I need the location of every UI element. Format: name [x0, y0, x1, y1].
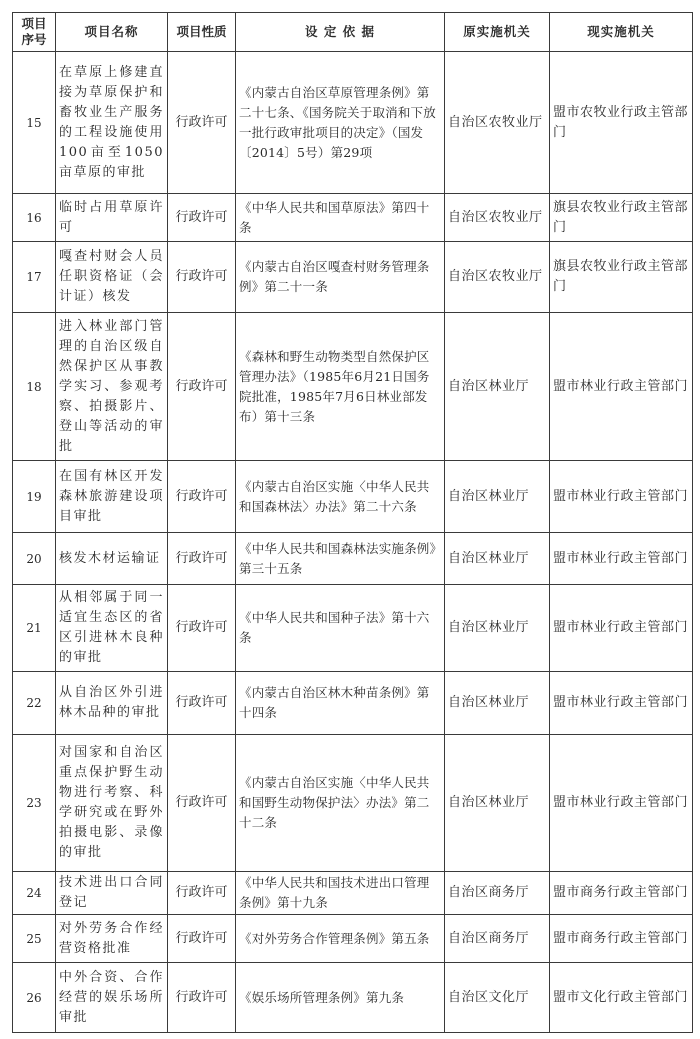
table-row [13, 735, 693, 872]
original-authority: 自治区商务厅 [445, 872, 550, 915]
item-nature: 行政许可 [168, 52, 236, 194]
item-number: 16 [13, 194, 56, 242]
table-row [13, 672, 693, 735]
item-nature: 行政许可 [168, 585, 236, 672]
item-nature: 行政许可 [168, 242, 236, 313]
original-authority: 自治区商务厅 [445, 915, 550, 963]
current-authority: 盟市商务行政主管部门 [550, 872, 693, 915]
current-authority: 盟市林业行政主管部门 [550, 533, 693, 585]
item-name: 对国家和自治区重点保护野生动物进行考察、科学研究或在野外拍摄电影、录像的审批 [56, 735, 168, 872]
original-authority: 自治区林业厅 [445, 585, 550, 672]
legal-basis: 《中华人民共和国技术进出口管理条例》第十九条 [236, 872, 445, 915]
item-number: 25 [13, 915, 56, 963]
legal-basis: 《内蒙古自治区林木种苗条例》第十四条 [236, 672, 445, 735]
current-authority: 盟市文化行政主管部门 [550, 963, 693, 1033]
legal-basis: 《内蒙古自治区草原管理条例》第二十七条、《国务院关于取消和下放一批行政审批项目的决定》（国发〔2014〕5号）第29项 [236, 52, 445, 194]
item-name: 对外劳务合作经营资格批准 [56, 915, 168, 963]
item-number: 23 [13, 735, 56, 872]
item-number: 18 [13, 313, 56, 461]
table-header-row [13, 13, 693, 52]
table-row [13, 242, 693, 313]
item-name: 从相邻属于同一适宜生态区的省区引进林木良种的审批 [56, 585, 168, 672]
legal-basis: 《内蒙古自治区实施〈中华人民共和国森林法〉办法》第二十六条 [236, 461, 445, 533]
current-authority: 盟市林业行政主管部门 [550, 313, 693, 461]
item-name: 技术进出口合同登记 [56, 872, 168, 915]
original-authority: 自治区林业厅 [445, 313, 550, 461]
original-authority: 自治区林业厅 [445, 533, 550, 585]
table-row [13, 533, 693, 585]
table-row [13, 963, 693, 1033]
item-name: 进入林业部门管理的自治区级自然保护区从事教学实习、参观考察、拍摄影片、登山等活动的审批 [56, 313, 168, 461]
table-row [13, 461, 693, 533]
legal-basis: 《中华人民共和国森林法实施条例》第三十五条 [236, 533, 445, 585]
item-number: 22 [13, 672, 56, 735]
item-nature: 行政许可 [168, 915, 236, 963]
original-authority: 自治区文化厅 [445, 963, 550, 1033]
original-authority: 自治区农牧业厅 [445, 52, 550, 194]
header-original-authority: 原实施机关 [445, 13, 550, 52]
page [12, 12, 693, 1033]
item-name: 从自治区外引进林木品种的审批 [56, 672, 168, 735]
item-number: 21 [13, 585, 56, 672]
item-nature: 行政许可 [168, 963, 236, 1033]
item-number: 20 [13, 533, 56, 585]
legal-basis: 《内蒙古自治区嘎查村财务管理条例》第二十一条 [236, 242, 445, 313]
legal-basis: 《中华人民共和国草原法》第四十条 [236, 194, 445, 242]
original-authority: 自治区林业厅 [445, 672, 550, 735]
original-authority: 自治区农牧业厅 [445, 194, 550, 242]
item-name: 嘎查村财会人员任职资格证（会计证）核发 [56, 242, 168, 313]
current-authority: 盟市林业行政主管部门 [550, 672, 693, 735]
legal-basis: 《中华人民共和国种子法》第十六条 [236, 585, 445, 672]
header-legal-basis: 设 定 依 据 [236, 13, 445, 52]
current-authority: 盟市农牧业行政主管部门 [550, 52, 693, 194]
item-nature: 行政许可 [168, 735, 236, 872]
current-authority: 盟市林业行政主管部门 [550, 461, 693, 533]
current-authority: 盟市商务行政主管部门 [550, 915, 693, 963]
item-name: 在草原上修建直接为草原保护和畜牧业生产服务的工程设施使用100亩至1050亩草原的审批 [56, 52, 168, 194]
table-row [13, 585, 693, 672]
item-number: 17 [13, 242, 56, 313]
item-name: 临时占用草原许可 [56, 194, 168, 242]
item-nature: 行政许可 [168, 313, 236, 461]
table-row [13, 313, 693, 461]
current-authority: 盟市林业行政主管部门 [550, 735, 693, 872]
item-nature: 行政许可 [168, 672, 236, 735]
current-authority: 旗县农牧业行政主管部门 [550, 194, 693, 242]
legal-basis: 《内蒙古自治区实施〈中华人民共和国野生动物保护法〉办法》第二十二条 [236, 735, 445, 872]
header-current-authority: 现实施机关 [550, 13, 693, 52]
table-row [13, 194, 693, 242]
current-authority: 盟市林业行政主管部门 [550, 585, 693, 672]
item-name: 在国有林区开发森林旅游建设项目审批 [56, 461, 168, 533]
legal-basis: 《娱乐场所管理条例》第九条 [236, 963, 445, 1033]
item-number: 24 [13, 872, 56, 915]
item-nature: 行政许可 [168, 872, 236, 915]
original-authority: 自治区农牧业厅 [445, 242, 550, 313]
item-name: 核发木材运输证 [56, 533, 168, 585]
item-nature: 行政许可 [168, 533, 236, 585]
item-name: 中外合资、合作经营的娱乐场所审批 [56, 963, 168, 1033]
current-authority: 旗县农牧业行政主管部门 [550, 242, 693, 313]
table-row [13, 915, 693, 963]
item-number: 19 [13, 461, 56, 533]
legal-basis: 《森林和野生动物类型自然保护区管理办法》（1985年6月21日国务院批准，1985年7月6日林业部发布）第十三条 [236, 313, 445, 461]
header-item-number: 项目序号 [13, 13, 56, 52]
item-number: 26 [13, 963, 56, 1033]
table-row [13, 872, 693, 915]
original-authority: 自治区林业厅 [445, 735, 550, 872]
header-item-name: 项目名称 [56, 13, 168, 52]
table-row [13, 52, 693, 194]
item-number: 15 [13, 52, 56, 194]
item-nature: 行政许可 [168, 194, 236, 242]
approval-items-table [12, 12, 693, 1033]
legal-basis: 《对外劳务合作管理条例》第五条 [236, 915, 445, 963]
original-authority: 自治区林业厅 [445, 461, 550, 533]
header-item-nature: 项目性质 [168, 13, 236, 52]
item-nature: 行政许可 [168, 461, 236, 533]
